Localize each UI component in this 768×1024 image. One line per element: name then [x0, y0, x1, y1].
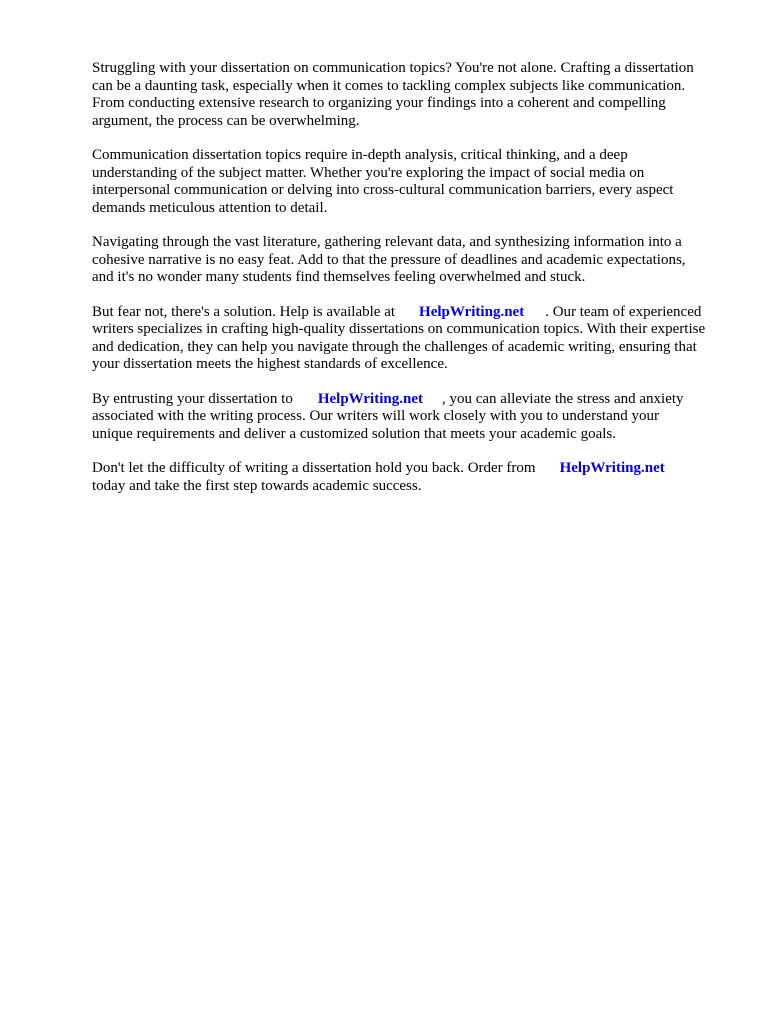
- text-segment: , you can alleviate the stress and anxiety: [441, 390, 684, 407]
- document-body: [92, 60, 732, 512]
- text-line: can be a daunting task, especially when it comes to tackling complex subjects like communication.: [92, 77, 686, 94]
- text-line-with-link: [92, 391, 732, 409]
- paragraph-topics: [92, 147, 732, 217]
- text-segment: By entrusting your dissertation to: [92, 390, 293, 407]
- text-segment: Don't let the difficulty of writing a dissertation hold you back. Order from: [92, 460, 536, 476]
- text-line-with-link: [92, 460, 732, 478]
- text-line: and it's no wonder many students find themselves feeling overwhelmed and stuck.: [92, 269, 586, 285]
- text-line: demands meticulous attention to detail.: [92, 199, 328, 216]
- helpwriting-link[interactable]: HelpWriting.net: [559, 460, 665, 476]
- helpwriting-link[interactable]: HelpWriting.net: [419, 303, 525, 320]
- text-line: today and take the first step towards academic success.: [92, 477, 422, 494]
- text-line: argument, the process can be overwhelming.: [92, 112, 360, 129]
- text-segment: But fear not, there's a solution. Help is available at: [92, 303, 396, 320]
- text-line: understanding of the subject matter. Whether you're exploring the impact of social media on: [92, 164, 645, 181]
- text-line: associated with the writing process. Our writers will work closely with you to understand your: [92, 408, 659, 424]
- paragraph-intro: [92, 60, 732, 130]
- text-line: From conducting extensive research to organizing your findings into a coherent and compelling: [92, 95, 666, 111]
- paragraph-entrusting: [92, 391, 732, 444]
- text-line: Communication dissertation topics require in-depth analysis, critical thinking, and a deep: [92, 147, 628, 163]
- text-line: unique requirements and deliver a customized solution that meets your academic goals.: [92, 425, 617, 442]
- paragraph-solution: [92, 304, 732, 374]
- text-line: and dedication, they can help you navigate through the challenges of academic writing, ensuring that: [92, 338, 697, 355]
- text-line: interpersonal communication or delving into cross-cultural communication barriers, every aspect: [92, 182, 674, 198]
- text-line: Struggling with your dissertation on communication topics? You're not alone. Crafting a dissertation: [92, 60, 694, 76]
- text-line: your dissertation meets the highest standards of excellence.: [92, 356, 448, 372]
- helpwriting-link[interactable]: HelpWriting.net: [317, 390, 423, 407]
- text-segment: . Our team of experienced: [545, 303, 702, 320]
- text-line: cohesive narrative is no easy feat. Add to that the pressure of deadlines and academic expectations,: [92, 251, 686, 268]
- text-line: Navigating through the vast literature, gathering relevant data, and synthesizing information into a: [92, 234, 682, 250]
- paragraph-closing: [92, 460, 732, 495]
- paragraph-navigating: [92, 234, 732, 287]
- text-line-with-link: [92, 304, 732, 322]
- text-line: writers specializes in crafting high-quality dissertations on communication topics. With their expertise: [92, 321, 706, 337]
